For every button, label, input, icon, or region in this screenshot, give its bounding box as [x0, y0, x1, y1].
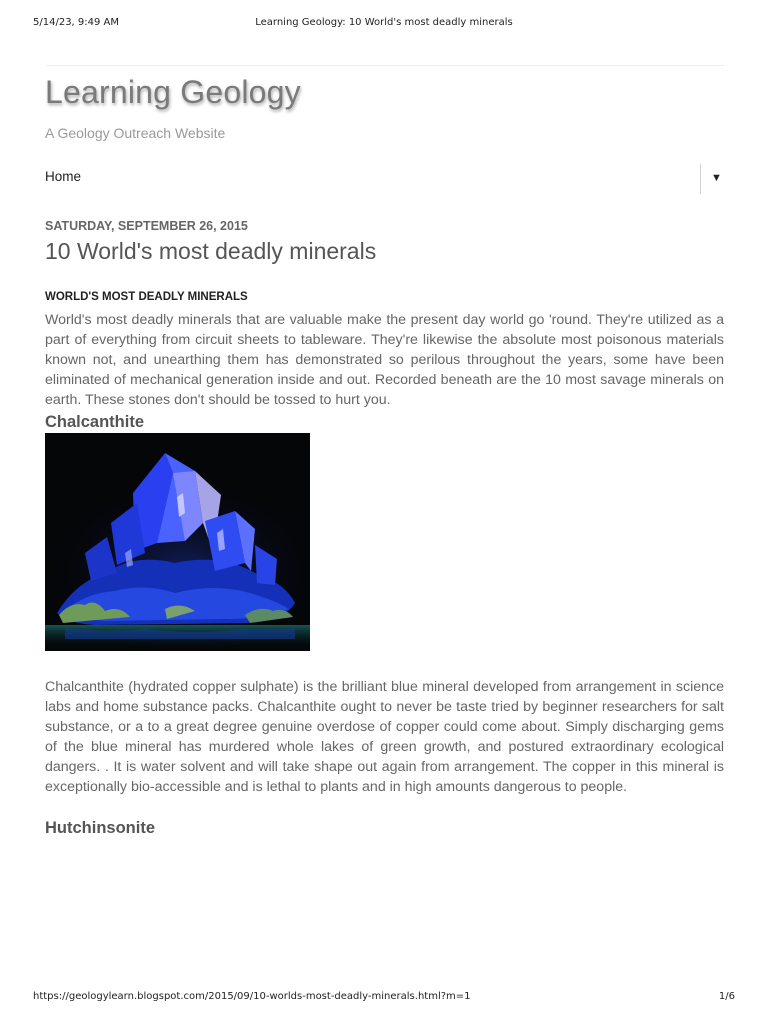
- print-footer: [33, 991, 735, 1005]
- print-page-number: 1/6: [718, 991, 735, 1002]
- dropdown-arrow-icon[interactable]: ▼: [711, 172, 722, 184]
- mineral-heading-chalcanthite: Chalcanthite: [45, 413, 145, 431]
- nav-home-link[interactable]: Home: [45, 169, 82, 184]
- intro-paragraph: World's most deadly minerals that are valuable make the present day world go 'round. They're utilized as a part of everything from circuit sheets to tableware. They're likewise the absolute most poisonous materials known not, and unearthing them has demonstrated so perilous throughout the years, some have been eliminated of mechanical generation inside and out. Recorded beneath are the 10 most savage minerals on earth. These stones don't should be tossed to hurt you.: [45, 312, 724, 408]
- blog-title[interactable]: Learning Geology: [45, 74, 301, 110]
- print-url: https://geologylearn.blogspot.com/2015/09/10-worlds-most-deadly-minerals.html?m=1: [33, 991, 471, 1002]
- chalcanthite-description: Chalcanthite (hydrated copper sulphate) is the brilliant blue mineral developed from arrangement in science labs and home substance packs. Chalcanthite ought to never be taste tried by beginner researchers for salt substance, or a to a great degree genuine overdose of copper could come about. Simply discharging gems of the blue mineral has murdered whole lakes of green growth, and postured extraordinary ecological dangers. . It is water solvent and will take shape out again from arrangement. The copper in this mineral is exceptionally bio-accessible and is lethal to plants and in high amounts dangerous to people.: [45, 679, 724, 795]
- print-page-title: Learning Geology: 10 World's most deadly minerals: [255, 17, 513, 28]
- post-title[interactable]: 10 World's most deadly minerals: [45, 238, 377, 264]
- section-label: WORLD'S MOST DEADLY MINERALS: [45, 291, 248, 303]
- mineral-heading-hutchinsonite: Hutchinsonite: [45, 819, 155, 837]
- chalcanthite-crystal-illustration: [45, 433, 310, 651]
- header-divider: [45, 65, 724, 66]
- print-header: [33, 17, 735, 31]
- post-date: SATURDAY, SEPTEMBER 26, 2015: [45, 219, 248, 233]
- print-datetime: 5/14/23, 9:49 AM: [33, 17, 120, 28]
- chalcanthite-photo: [45, 433, 310, 651]
- blog-description: A Geology Outreach Website: [45, 125, 226, 141]
- nav-divider: [700, 164, 701, 194]
